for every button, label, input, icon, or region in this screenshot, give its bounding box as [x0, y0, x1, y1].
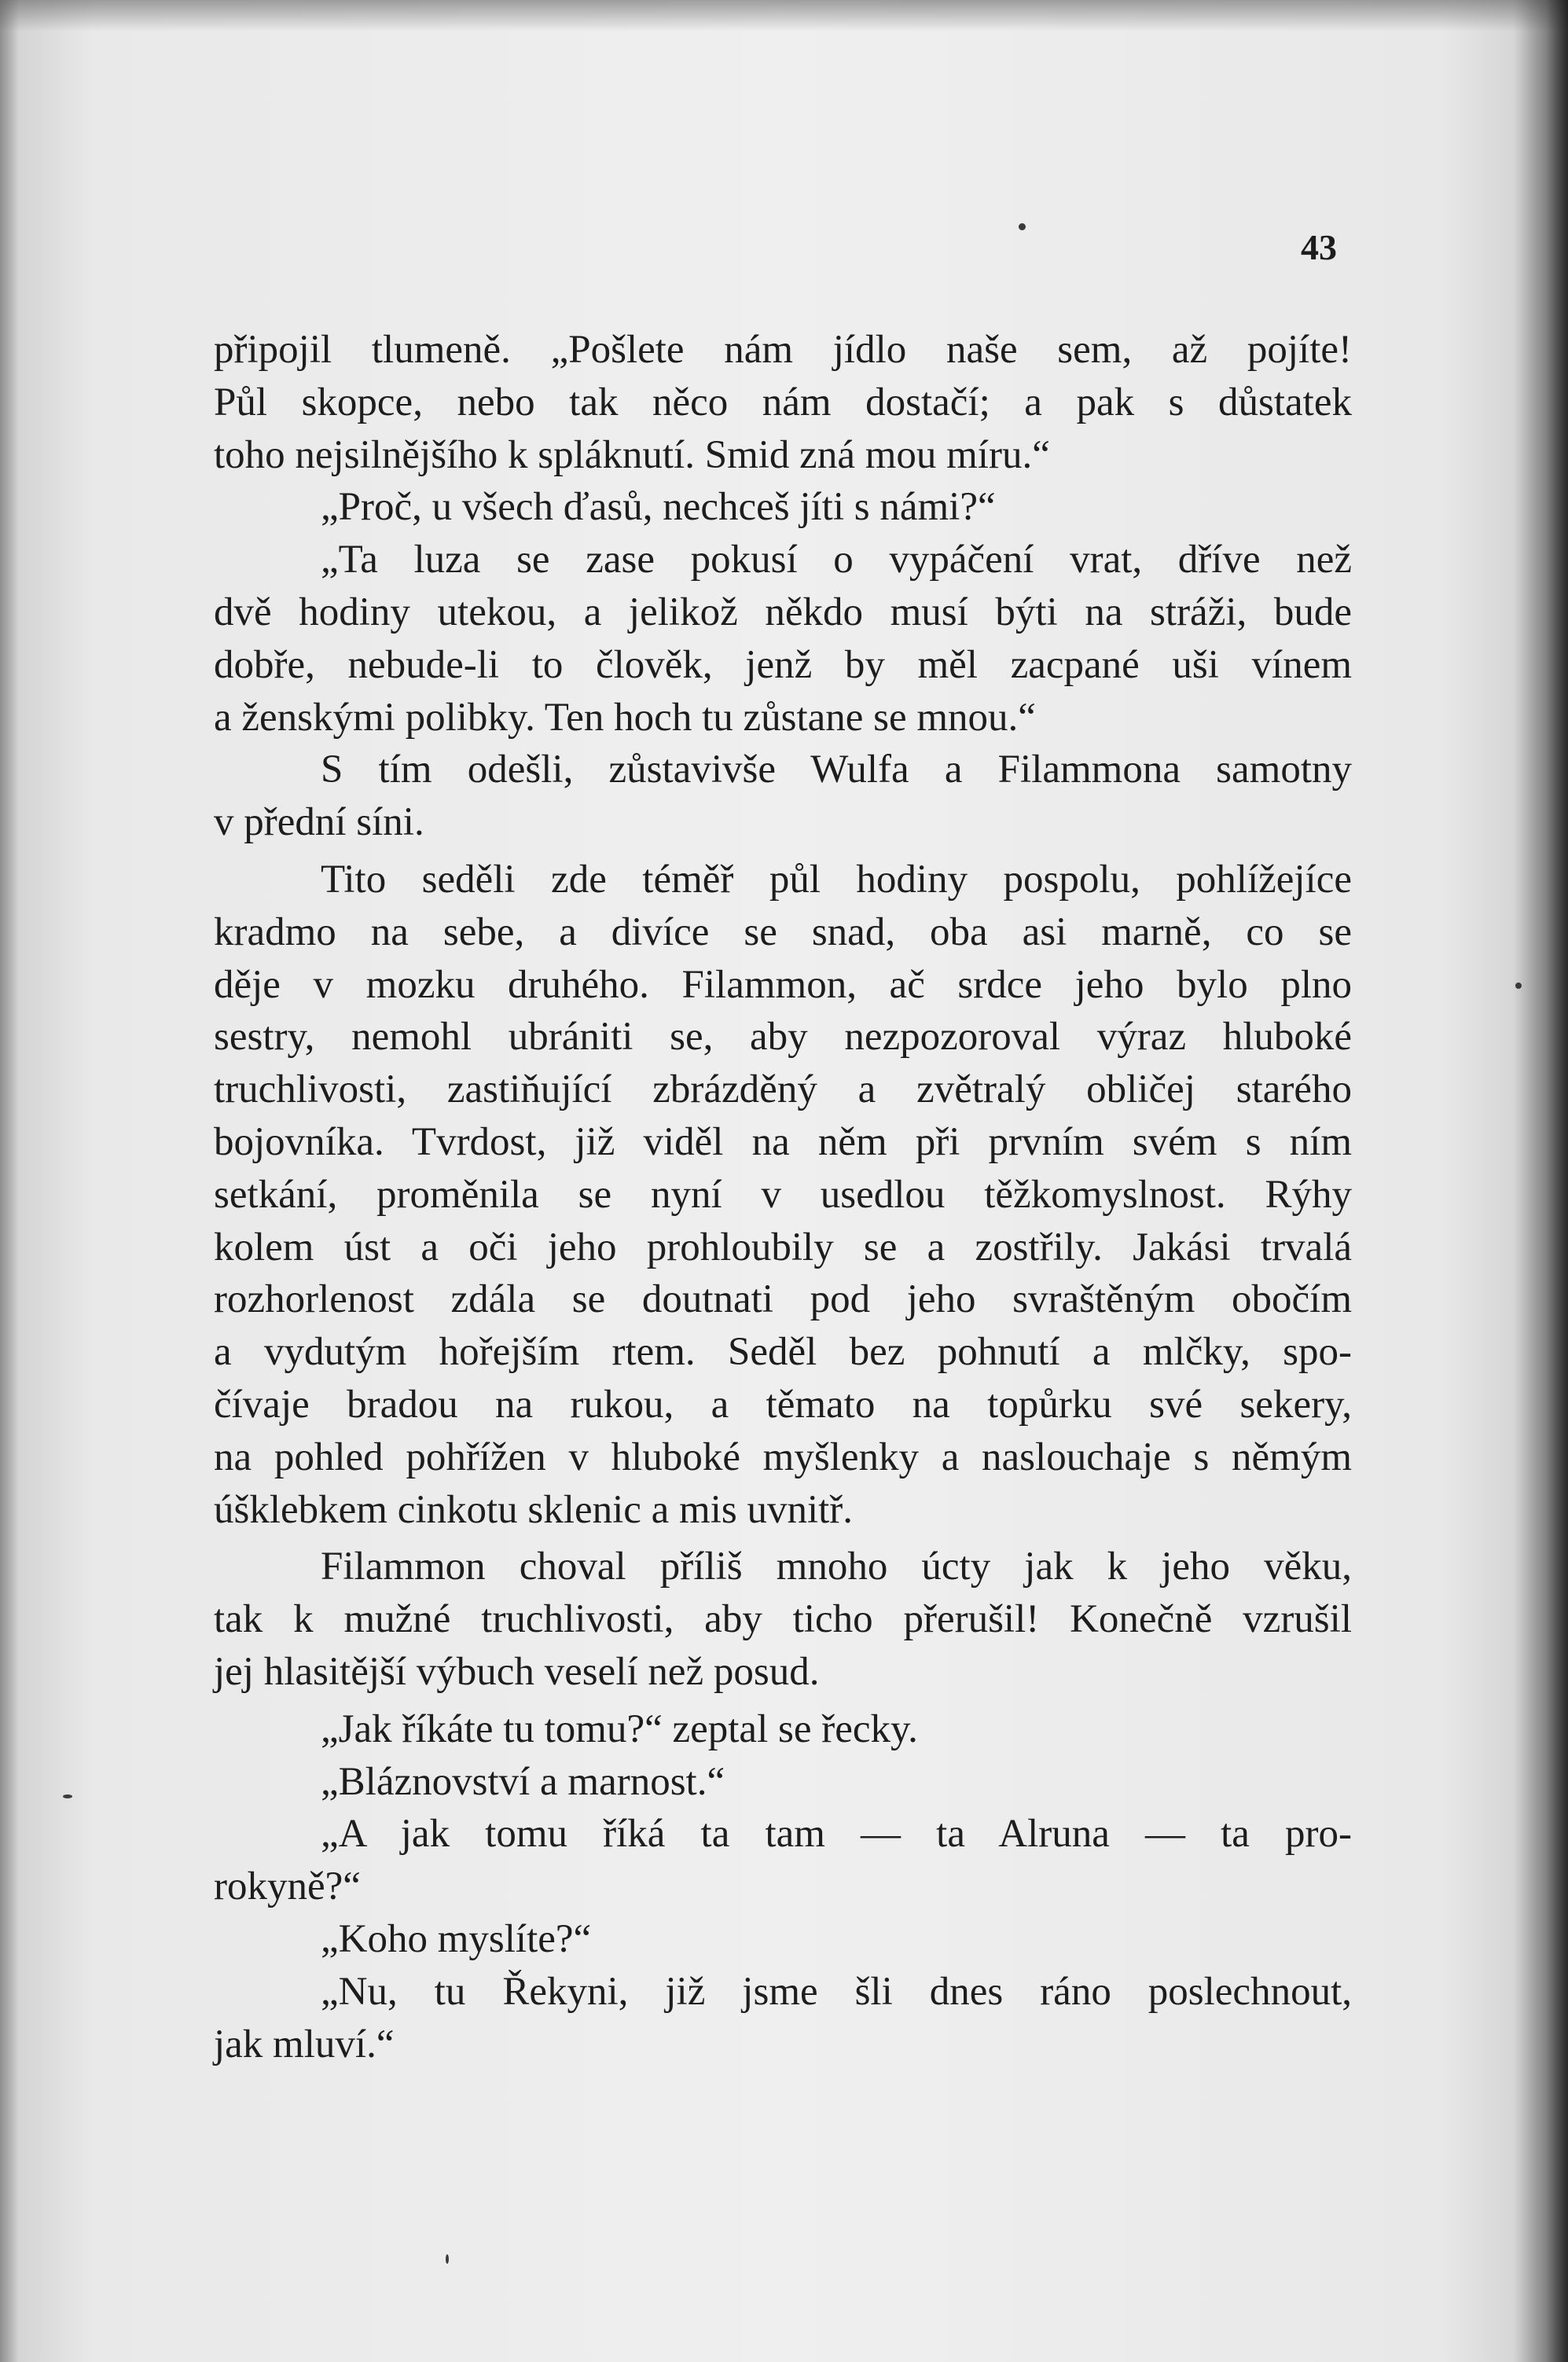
text-line: toho nejsilnějšího k spláknutí. Smid zná mou míru.“	[214, 432, 1050, 477]
print-speck	[1515, 983, 1522, 989]
text-line: „Proč, u všech ďasů, nechceš jíti s námi?“	[321, 485, 996, 530]
text-line: bojovníka. Tvrdost, již viděl na něm při prvním svém s ním	[214, 1119, 1352, 1164]
text-line: jej hlasitější výbuch veselí než posud.	[214, 1649, 820, 1694]
text-line: Půl skopce, nebo tak něco nám dostačí; a pak s důstatek	[214, 380, 1352, 424]
text-line: tak k mužné truchlivosti, aby ticho přerušil! Konečně vzrušil	[214, 1597, 1352, 1642]
text-line: „A jak tomu říká ta tam — ta Alruna — ta pro-	[321, 1812, 1352, 1857]
text-line: dvě hodiny utekou, a jelikož někdo musí býti na stráži, bude	[214, 590, 1352, 634]
text-line: S tím odešli, zůstavivše Wulfa a Filammona samotny	[321, 748, 1352, 792]
text-line: jak mluví.“	[214, 2022, 395, 2066]
print-speck	[63, 1794, 72, 1798]
text-line: kolem úst a oči jeho prohloubily se a zostřily. Jakási trvalá	[214, 1225, 1352, 1269]
text-line: setkání, proměnila se nyní v usedlou těžkomyslnost. Rýhy	[214, 1172, 1352, 1217]
text-line: v přední síni.	[214, 800, 424, 845]
body-text	[214, 324, 1352, 2070]
text-line: rozhorlenost zdála se doutnati pod jeho svraštěným obočím	[214, 1277, 1352, 1322]
text-line: Tito seděli zde téměř půl hodiny pospolu, pohlížejíce	[321, 857, 1352, 902]
text-line: „Ta luza se zase pokusí o vypáčení vrat, dříve než	[321, 538, 1352, 582]
text-line: „Jak říkáte tu tomu?“ zeptal se řecky.	[321, 1706, 918, 1751]
text-line: „Koho myslíte?“	[321, 1916, 592, 1961]
text-line: sestry, nemohl ubrániti se, aby nezpozoroval výraz hluboké	[214, 1015, 1352, 1060]
page-left-shadow	[0, 0, 19, 2362]
page-right-shadow	[1513, 0, 1568, 2362]
text-line: připojil tlumeně. „Pošlete nám jídlo naše sem, až pojíte!	[214, 328, 1352, 372]
text-line: a ženskými polibky. Ten hoch tu zůstane se mnou.“	[214, 695, 1036, 740]
print-speck	[1019, 223, 1026, 230]
text-line: Filammon choval příliš mnoho úcty jak k jeho věku,	[321, 1545, 1352, 1589]
text-line: „Nu, tu Řekyni, již jsme šli dnes ráno poslechnout,	[321, 1969, 1352, 2014]
text-line: na pohled pohřížen v hluboké myšlenky a naslouchaje s němým	[214, 1434, 1352, 1479]
text-line: rokyně?“	[214, 1864, 361, 1909]
text-line: dobře, nebude-li to člověk, jenž by měl zacpané uši vínem	[214, 642, 1352, 687]
page-number: 43	[1301, 227, 1337, 267]
text-line: kradmo na sebe, a divíce se snad, oba asi marně, co se	[214, 909, 1352, 954]
text-line: a vydutým hořejším rtem. Seděl bez pohnutí a mlčky, spo-	[214, 1330, 1352, 1375]
text-line: „Bláznovství a marnost.“	[321, 1759, 725, 1804]
text-line: truchlivosti, zastiňující zbrázděný a zvětralý obličej starého	[214, 1067, 1352, 1112]
text-line: čívaje bradou na rukou, a těmato na topůrku své sekery,	[214, 1382, 1352, 1427]
page-top-shadow	[0, 0, 1568, 31]
text-line: úšklebkem cinkotu sklenic a mis uvnitř.	[214, 1487, 854, 1532]
print-speck	[446, 2254, 449, 2264]
text-line: děje v mozku druhého. Filammon, ač srdce jeho bylo plno	[214, 962, 1352, 1007]
